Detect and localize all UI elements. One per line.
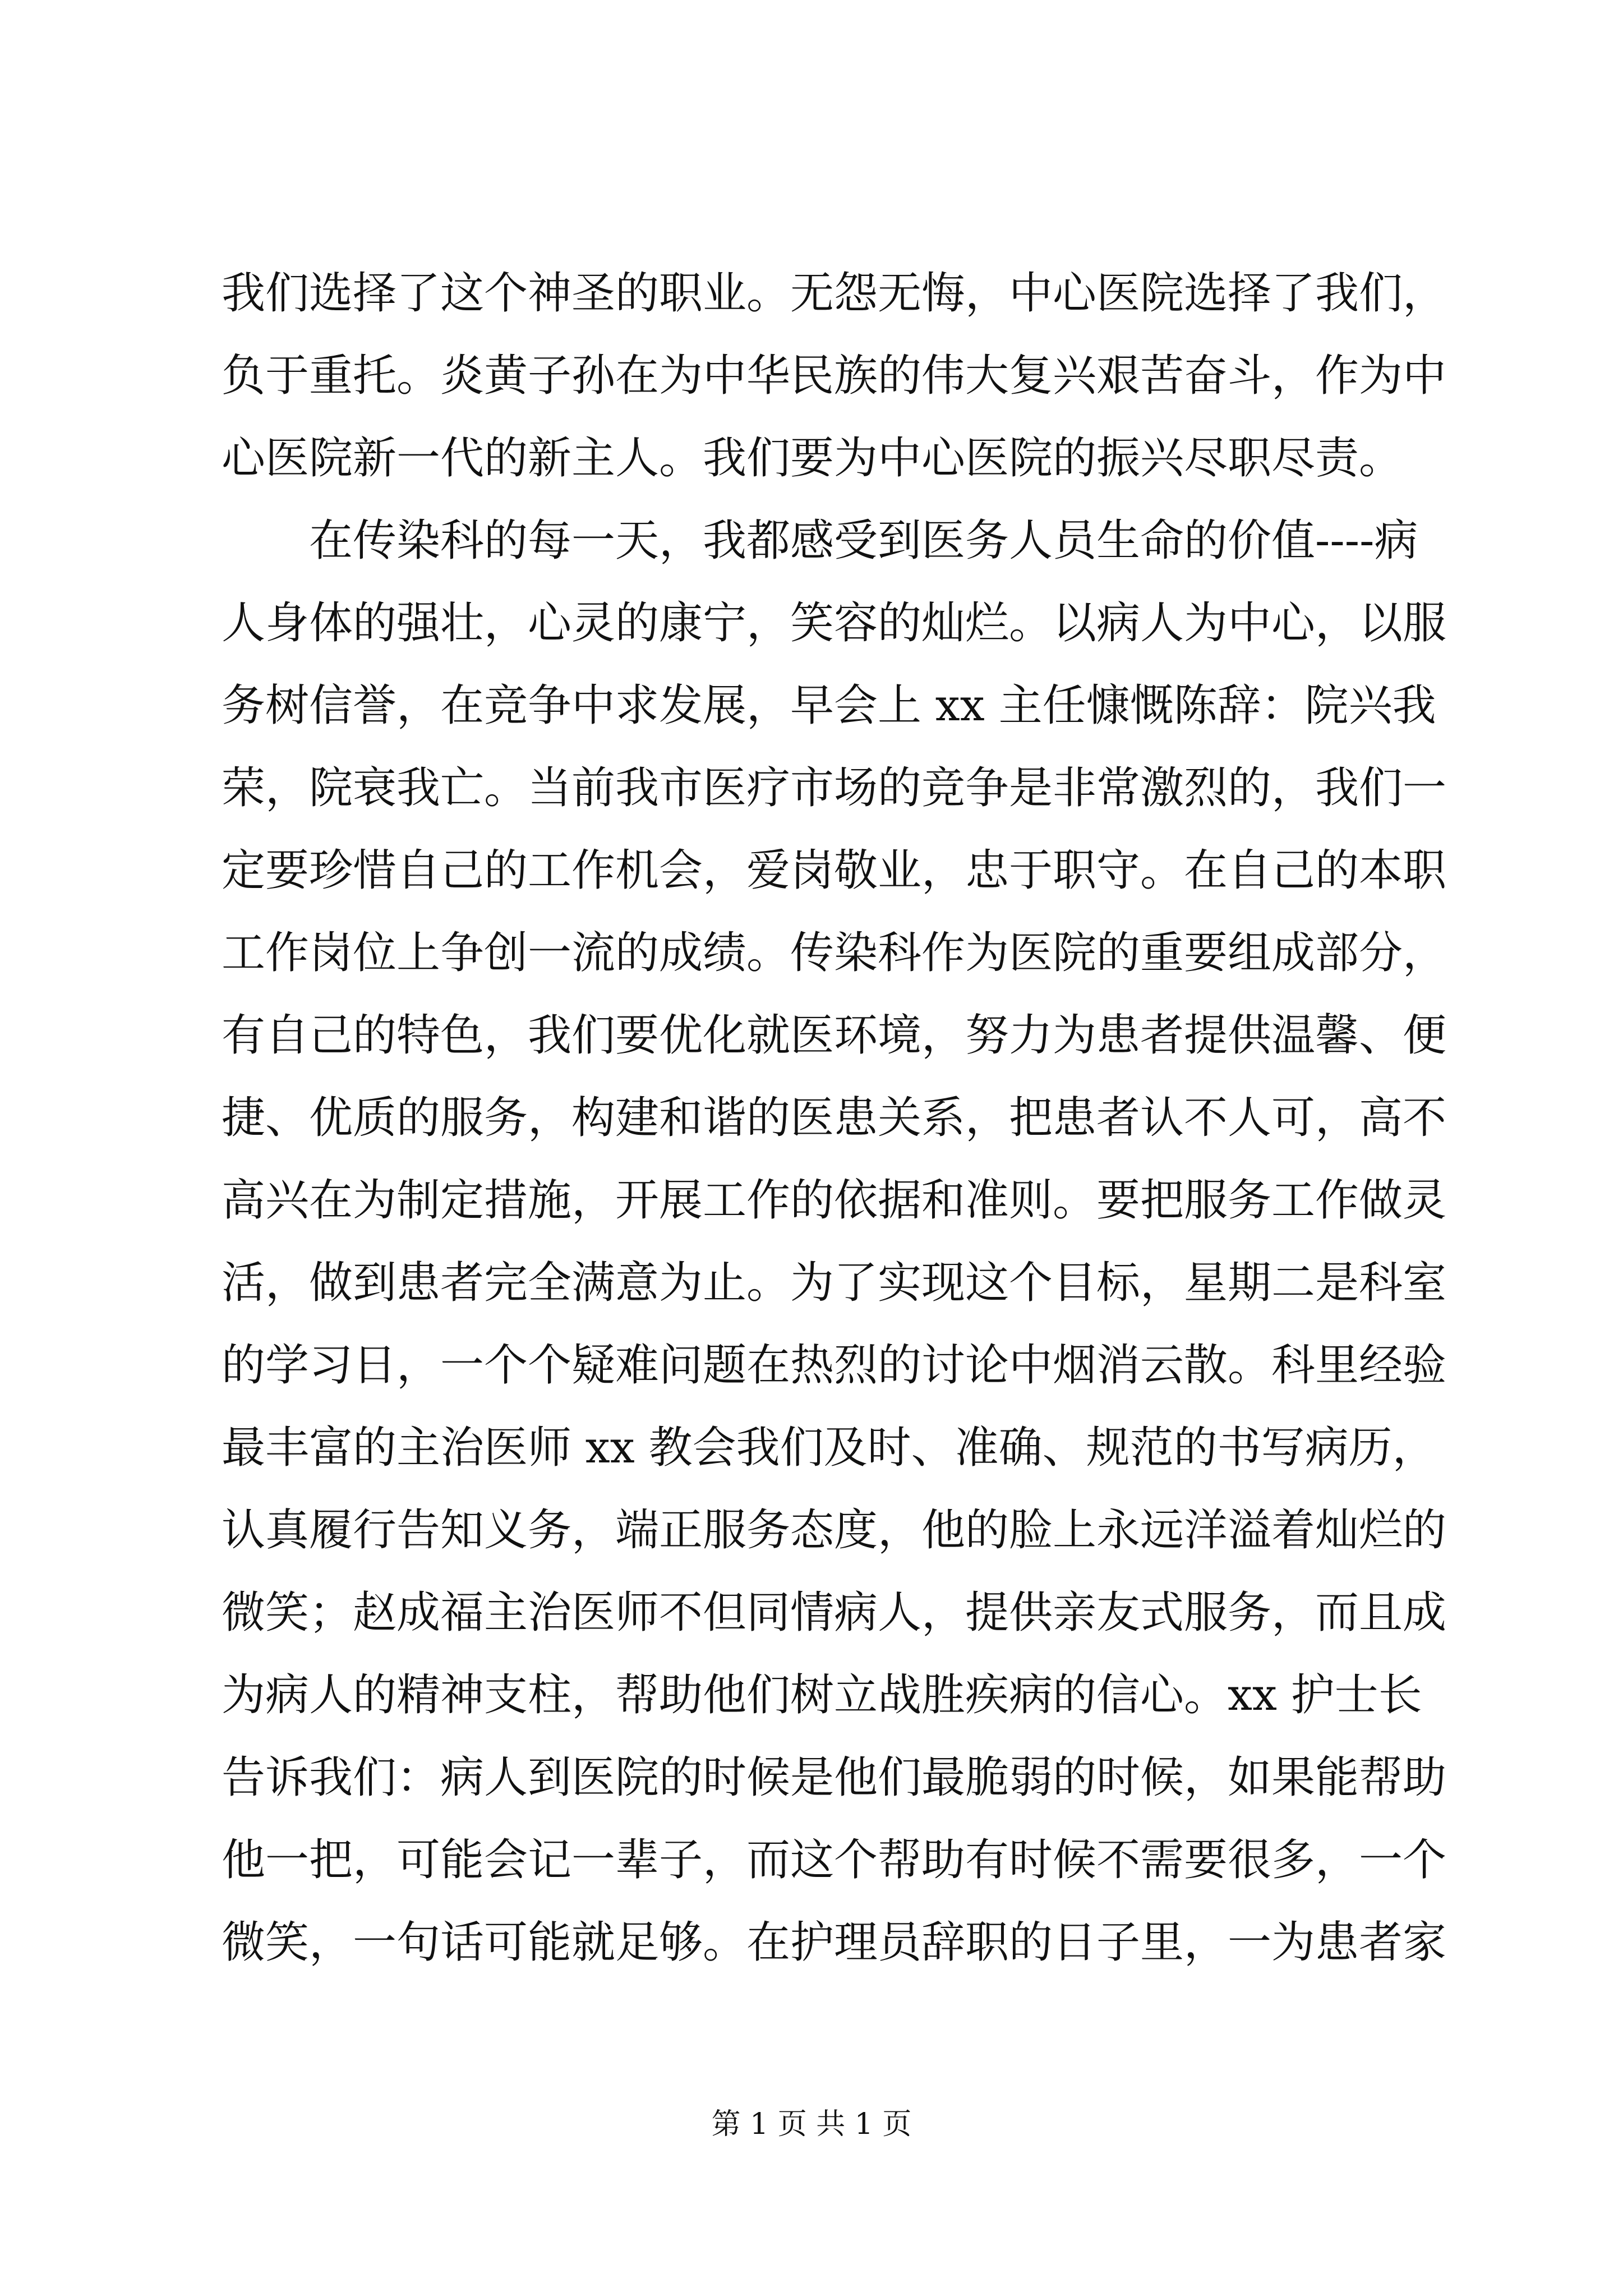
text-line: 高兴在为制定措施，开展工作的依据和准则。要把服务工作做灵 — [222, 1175, 1447, 1226]
text-line: 定要珍惜自己的工作机会，爱岗敬业，忠于职守。在自己的本职 — [222, 845, 1447, 896]
text-line: 有自己的特色，我们要优化就医环境，努力为患者提供温馨、便 — [222, 1010, 1447, 1061]
text-line-content: 在传染科的每一天，我都感受到医务人员生命的价值----病 — [309, 516, 1418, 566]
text-line: 务树信誉，在竞争中求发展，早会上 xx 主任慷慨陈辞：院兴我 — [222, 680, 1436, 731]
page-number-label: 第 1 页 共 1 页 — [711, 2108, 912, 2141]
text-line: 告诉我们：病人到医院的时候是他们最脆弱的时候，如果能帮助 — [222, 1752, 1447, 1803]
text-line: 微笑，一句话可能就足够。在护理员辞职的日子里，一为患者家 — [222, 1917, 1447, 1968]
text-line: 为病人的精神支柱，帮助他们树立战胜疾病的信心。xx 护士长 — [222, 1670, 1422, 1720]
text-line: 负于重托。炎黄子孙在为中华民族的伟大复兴艰苦奋斗，作为中 — [222, 351, 1447, 401]
text-line: 心医院新一代的新主人。我们要为中心医院的振兴尽职尽责。 — [222, 433, 1403, 484]
text-line: 他一把，可能会记一辈子，而这个帮助有时候不需要很多，一个 — [222, 1835, 1447, 1885]
text-line-indented — [222, 500, 1418, 582]
text-line: 捷、优质的服务，构建和谐的医患关系，把患者认不人可，高不 — [222, 1093, 1447, 1143]
text-line: 认真履行告知义务，端正服务态度，他的脸上永远洋溢着灿烂的 — [222, 1505, 1447, 1556]
page-footer — [0, 2105, 1623, 2144]
document-body — [222, 252, 1447, 1984]
text-line: 我们选择了这个神圣的职业。无怨无悔，中心医院选择了我们， — [222, 268, 1447, 319]
text-line: 最丰富的主治医师 xx 教会我们及时、准确、规范的书写病历， — [222, 1423, 1436, 1473]
text-line: 的学习日，一个个疑难问题在热烈的讨论中烟消云散。科里经验 — [222, 1340, 1447, 1391]
text-line: 荣，院衰我亡。当前我市医疗市场的竞争是非常激烈的，我们一 — [222, 763, 1447, 813]
text-line: 活，做到患者完全满意为止。为了实现这个目标，星期二是科室 — [222, 1258, 1447, 1308]
text-line: 人身体的强壮，心灵的康宁，笑容的灿烂。以病人为中心，以服 — [222, 598, 1447, 648]
text-line: 工作岗位上争创一流的成绩。传染科作为医院的重要组成部分， — [222, 928, 1447, 978]
text-line: 微笑；赵成福主治医师不但同情病人，提供亲友式服务，而且成 — [222, 1588, 1447, 1638]
